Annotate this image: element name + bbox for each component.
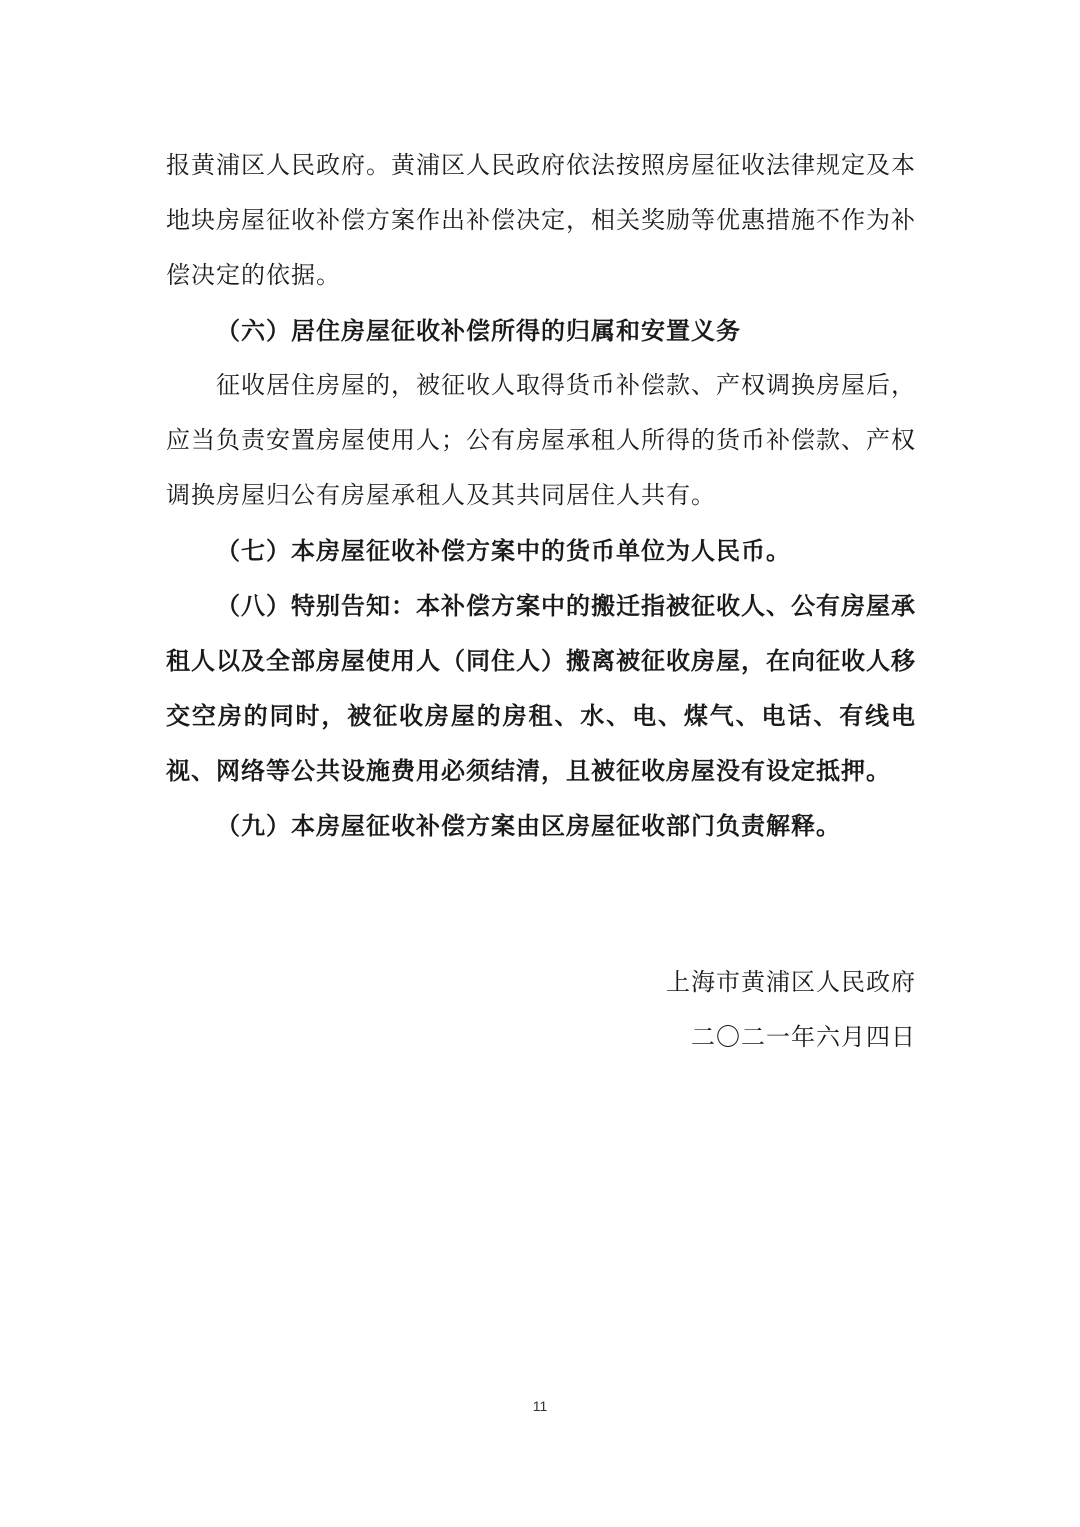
paragraph-continuation: 报黄浦区人民政府。黄浦区人民政府依法按照房屋征收法律规定及本地块房屋征收补偿方案作出补偿决定，相关奖励等优惠措施不作为补偿决定的依据。 bbox=[166, 151, 916, 289]
paragraph-section-6: 征收居住房屋的，被征收人取得货币补偿款、产权调换房屋后，应当负责安置房屋使用人；公有房屋承租人所得的货币补偿款、产权调换房屋归公有房屋承租人及其共同居住人共有。 bbox=[166, 371, 916, 509]
section-9: （九）本房屋征收补偿方案由区房屋征收部门负责解释。 bbox=[216, 811, 841, 840]
section-7: （七）本房屋征收补偿方案中的货币单位为人民币。 bbox=[216, 536, 791, 565]
page-number: 11 bbox=[532, 1398, 548, 1414]
document-body bbox=[166, 138, 916, 853]
section-heading-6: （六）居住房屋征收补偿所得的归属和安置义务 bbox=[216, 316, 741, 345]
section-8: （八）特别告知：本补偿方案中的搬迁指被征收人、公有房屋承租人以及全部房屋使用人（同住人）搬离被征收房屋，在向征收人移交空房的同时，被征收房屋的房租、水、电、煤气、电话、有线电视、网络等公共设施费用必须结清，且被征收房屋没有设定抵押。 bbox=[166, 591, 916, 785]
signature-organization: 上海市黄浦区人民政府 bbox=[666, 968, 916, 996]
signature-date: 二〇二一年六月四日 bbox=[691, 1023, 916, 1051]
